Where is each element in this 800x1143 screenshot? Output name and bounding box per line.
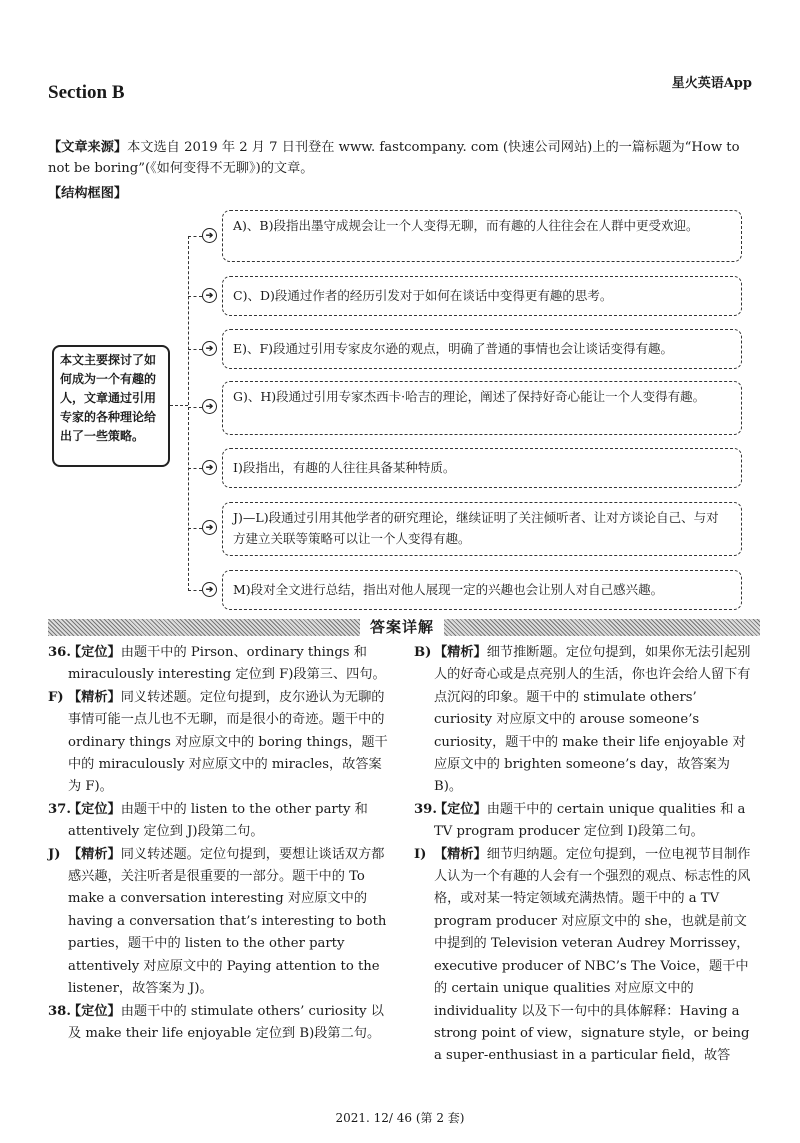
answer-item: [48, 1001, 388, 1046]
page-number: 2021. 12/ 46 (第 2 套): [335, 1111, 465, 1125]
item-key: 【精析】: [434, 645, 487, 660]
connector-line: [188, 236, 202, 237]
item-number: I): [414, 846, 427, 862]
framework-node-2: [222, 276, 742, 316]
answers-right-column: [414, 642, 754, 1068]
app-brand: 星火英语App: [671, 76, 752, 91]
item-key: 【精析】: [68, 689, 121, 705]
summary-box: [52, 345, 170, 467]
framework-node-1: [222, 210, 742, 262]
answer-item: [48, 642, 388, 687]
answer-item: [414, 799, 754, 844]
item-key: 【定位】: [434, 801, 487, 817]
answer-item: [48, 687, 388, 799]
connector-line: [170, 405, 188, 406]
source-text: 本文选自 2019 年 2 月 7 日刊登在 www. fastcompany. com (快速公司网站)上的一篇标题为“How to not be boring”(《如何变得不无聊》)的文章。: [48, 140, 740, 176]
item-number: 36.: [48, 645, 71, 660]
item-text: 由题干中的 stimulate others’ curiosity 以及 make their life enjoyable 定位到 B)段第二句。: [68, 1003, 384, 1041]
framework-label: 【结构框图】: [48, 186, 128, 201]
connector-trunk: [188, 236, 189, 591]
item-text: 细节推断题。定位句提到，如果你无法引起别人的好奇心或是点亮别人的生活，你也许会给人留下有点沉闷的印象。题干中的 stimulate others’ curiosity 对应原文中的 arouse someone’s curiosity，题干中的 make their life enjoyable 对应原文中的 brighten someone’s day，故答案为 B)。: [434, 645, 751, 795]
arrow-circle-icon: ➔: [202, 460, 217, 475]
source-label: 【文章来源】: [48, 140, 128, 155]
item-text: 由题干中的 listen to the other party 和 attentively 定位到 J)段第二句。: [68, 801, 368, 840]
connector-line: [188, 349, 202, 350]
node-text: G)、H)段通过引用专家杰西卡·哈吉的理论，阐述了保持好奇心能让一个人变得有趣。: [233, 389, 706, 404]
answer-item: [414, 642, 754, 799]
connector-line: [188, 528, 202, 529]
answer-header-title: 答案详解: [360, 616, 444, 637]
node-text: M)段对全文进行总结，指出对他人展现一定的兴趣也会让别人对自己感兴趣。: [233, 582, 664, 597]
framework-node-6: [222, 502, 742, 556]
framework-node-3: [222, 329, 742, 369]
connector-line: [188, 468, 202, 469]
answer-item: [48, 844, 388, 1001]
node-text: J)—L)段通过引用其他学者的研究理论，继续证明了关注倾听者、让对方谈论自己、与对方建立关联等策略可以让一个人变得有趣。: [233, 510, 719, 546]
item-number: F): [48, 689, 64, 705]
item-key: 【定位】: [68, 1003, 121, 1019]
item-text: 同义转述题。定位句提到，要想让谈话双方都感兴趣，关注听者是很重要的一部分。题干中的 To make a conversation interesting 对应原文中的 having a conversation that’s interesting to both parties，题干中的 listen to the other party attentively 对应原文中的 Paying attention to the listener，故答案为 J)。: [68, 846, 387, 997]
item-text: 由题干中的 Pirson、ordinary things 和 miraculously interesting 定位到 F)段第三、四句。: [68, 645, 386, 683]
answers-left-column: [48, 642, 388, 1045]
framework-node-5: [222, 448, 742, 488]
item-key: 【定位】: [68, 645, 121, 660]
node-text: I)段指出，有趣的人往往具备某种特质。: [233, 460, 456, 475]
arrow-circle-icon: ➔: [202, 399, 217, 414]
node-text: C)、D)段通过作者的经历引发对于如何在谈话中变得更有趣的思考。: [233, 288, 613, 303]
arrow-circle-icon: ➔: [202, 228, 217, 243]
node-text: A)、B)段指出墨守成规会让一个人变得无聊，而有趣的人往往会在人群中更受欢迎。: [233, 218, 699, 233]
item-text: 由题干中的 certain unique qualities 和 a TV program producer 定位到 I)段第二句。: [434, 801, 746, 840]
item-key: 【定位】: [68, 801, 121, 817]
item-text: 同义转述题。定位句提到，皮尔逊认为无聊的事情可能一点儿也不无聊，而是很小的奇迹。题干中的 ordinary things 对应原文中的 boring things，题干中的 miraculously 对应原文中的 miracles，故答案为 F)。: [68, 689, 388, 795]
item-number: 37.: [48, 801, 71, 817]
answer-item: [414, 844, 754, 1068]
framework-node-7: [222, 570, 742, 610]
arrow-circle-icon: ➔: [202, 288, 217, 303]
item-key: 【精析】: [68, 846, 121, 862]
item-number: 39.: [414, 801, 437, 817]
item-number: B): [414, 645, 432, 660]
item-key: 【精析】: [434, 846, 487, 862]
article-source: [48, 137, 760, 179]
item-number: J): [48, 846, 61, 862]
connector-line: [188, 296, 202, 297]
arrow-circle-icon: ➔: [202, 341, 217, 356]
connector-line: [188, 590, 202, 591]
framework-node-4: [222, 381, 742, 435]
answer-item: [48, 799, 388, 844]
item-text: 细节归纳题。定位句提到，一位电视节目制作人认为一个有趣的人会有一个强烈的观点、标志性的风格，或对某一特定领域充满热情。题干中的 a TV program producer 对应原文中的 she，也就是前文中提到的 Television veteran Audrey Morrissey，executive producer of NBC’s The Voice，题干中的 certain unique qualities 对应原文中的 individuality 以及下一句中的具体解释：Having a strong point of view，signature style，or being a super-enthusiast in a particular field，故答: [434, 846, 751, 1064]
section-title: Section B: [48, 82, 125, 103]
arrow-circle-icon: ➔: [202, 520, 217, 535]
arrow-circle-icon: ➔: [202, 582, 217, 597]
item-number: 38.: [48, 1003, 71, 1019]
summary-text: 本文主要探讨了如何成为一个有趣的人，文章通过引用专家的各种理论给出了一些策略。: [60, 353, 157, 443]
connector-line: [188, 407, 202, 408]
node-text: E)、F)段通过引用专家皮尔逊的观点，明确了普通的事情也会让谈话变得有趣。: [233, 341, 674, 356]
